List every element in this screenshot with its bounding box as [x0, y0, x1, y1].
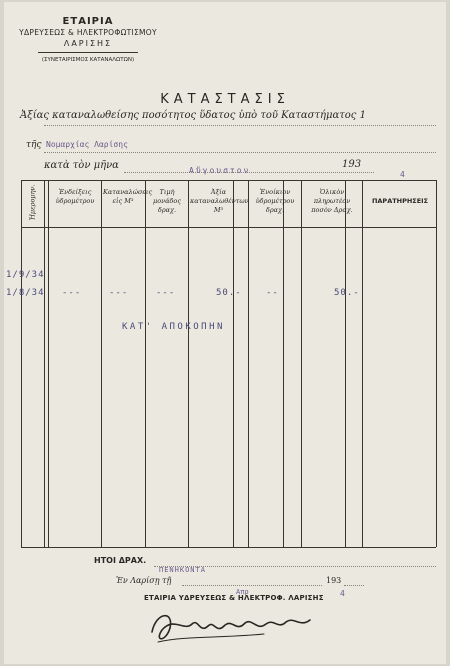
col-divider [188, 180, 189, 547]
col-divider [233, 180, 234, 547]
table-top-border [21, 180, 436, 181]
row2-consumption: --- [109, 288, 129, 298]
date-dotline [182, 585, 322, 586]
company-city: ΛΑΡΙΣΗΣ [63, 39, 113, 48]
month-value: Αὔγουστον [189, 166, 251, 175]
row2-rent: -- [266, 288, 279, 298]
row2-total: 50.- [334, 288, 360, 298]
col-header-unit-price: Τιμὴ μονάδος δραχ. [153, 188, 181, 214]
document-sheet [4, 2, 446, 664]
table-bottom-border [21, 547, 436, 548]
company-signature-line: ΕΤΑΙΡΙΑ ΥΔΡΕΥΣΕΩΣ & ΗΛΕΚΤΡΟΦ. ΛΑΡΙΣΗΣ [144, 594, 324, 602]
col-divider [48, 180, 49, 547]
line2-dotline [44, 152, 436, 153]
line2-prefix: τῆς [26, 140, 42, 150]
company-subtitle: ΥΔΡΕΥΣΕΩΣ & ΗΛΕΚΤΡΟΦΩΤΙΣΜΟΥ [19, 28, 157, 37]
footer-year-suffix: 4 [340, 589, 345, 598]
row2-value: 50.- [216, 288, 242, 298]
year-dotline [344, 585, 364, 586]
row1-date: 1/9/34 [6, 270, 45, 280]
col-divider [44, 180, 45, 547]
row2-date: 1/8/34 [6, 288, 45, 298]
col-divider [283, 180, 284, 547]
remark-text: ΚΑΤ' ΑΠΟΚΟΠΗΝ [122, 322, 225, 332]
col-header-total: Ὁλικὸν πληρωτέον ποσὸν Δραχ. [311, 188, 353, 214]
col-divider [248, 180, 249, 547]
line2-value: Νομαρχίας Λαρίσης [46, 140, 128, 149]
col-divider [21, 180, 22, 547]
col-header-value: Ἀξία καταναλωθέντων M³ [190, 188, 249, 214]
row2-unit-price: --- [156, 288, 176, 298]
company-name: ΕΤΑΙΡΙΑ [62, 16, 114, 27]
document-title: ΚΑΤΑΣΤΑΣΙΣ [160, 92, 290, 107]
total-value: ΠΕΝΗΚΟΝΤΑ [159, 566, 206, 574]
table-header-border [21, 227, 436, 228]
subject-dotline [44, 125, 436, 126]
year-suffix: 4 [400, 170, 405, 179]
footer-day: Απρ [236, 588, 249, 596]
col-divider [101, 180, 102, 547]
col-header-date: Ἡμερομην. [28, 184, 37, 221]
col-header-reading: Ἐνδείξεις ὑδρομέτρου [55, 188, 95, 205]
col-divider [145, 180, 146, 547]
col-divider [345, 180, 346, 547]
company-note: (ΣΥΝΕΤΑΙΡΙΣΜΟΣ ΚΑΤΑΝΑΛΩΤΩΝ) [41, 57, 135, 63]
col-header-consumption: Καταναλώσεις εἰς M³ [103, 188, 153, 205]
row2-reading: --- [62, 288, 82, 298]
year-prefix: 193 [342, 159, 362, 170]
month-prefix: κατὰ τὸν μῆνα [44, 160, 119, 171]
col-divider [301, 180, 302, 547]
footer-year: 193 [326, 576, 342, 585]
total-label: ΗΤΟΙ ΔΡΑΧ. [94, 556, 147, 565]
place-prefix: Ἐν Λαρίσῃ τῇ [116, 576, 172, 585]
handwritten-signature [144, 602, 324, 652]
col-divider [362, 180, 363, 547]
col-header-rent: Ἐνοίκιον ὑδρομέτρου δραχ. [255, 188, 295, 214]
header-divider [38, 52, 138, 53]
col-header-remarks: ΠΑΡΑΤΗΡΗΣΕΙΣ [371, 197, 429, 205]
document-subject: Ἀξίας καταναλωθείσης ποσότητος ὕδατος ὑπὸ τοῦ Καταστήματος 1 [20, 110, 366, 121]
col-divider [436, 180, 437, 547]
